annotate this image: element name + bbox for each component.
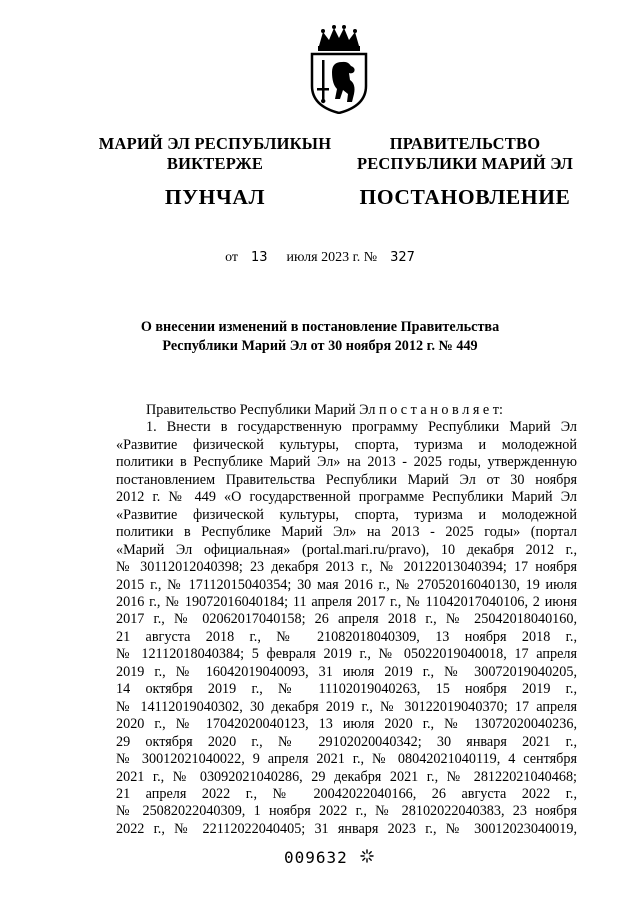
body-line: 21 апреля 2022 г., № 20042022040166, 26 августа 2022 г., [116, 785, 577, 802]
document-subject [100, 318, 540, 356]
document-date [0, 250, 640, 266]
header-left-line1: МАРИЙ ЭЛ РЕСПУБЛИКЫН [98, 134, 332, 153]
date-day: 13 [251, 250, 268, 265]
body-line: 29 октября 2020 г., № 29102020040342; 30 января 2021 г., [116, 733, 577, 750]
coat-of-arms-icon [302, 24, 376, 114]
date-number-label: № [363, 250, 378, 265]
body-line: 2022 г., № 22112022040405; 31 января 2023 г., № 30012023040019, [116, 820, 577, 837]
body-line: 2019 г., № 16042019040093, 31 июля 2019 г., № 30072019040205, [116, 663, 577, 680]
date-month-year: июля 2023 г. [286, 250, 361, 265]
body-line: «Развитие физической культуры, спорта, туризма и молодежной [116, 506, 577, 523]
body-line: постановлением Правительства Республики Марий Эл от 30 ноября [116, 471, 577, 488]
body-line: № 12112018040384; 5 февраля 2019 г., № 05022019040018, 17 апреля [116, 646, 577, 663]
body-line: № 25082022040309, 1 ноября 2022 г., № 28102022040383, 23 ноября [116, 803, 577, 820]
body-line: политики в Республике Марий Эл» на 2013 - 2025 годы, утвержденную [116, 454, 577, 471]
header-right-line2: РЕСПУБЛИКИ МАРИЙ ЭЛ [356, 154, 574, 173]
body-line: 2020 г., № 17042020040123, 13 июля 2020 г., № 13072020040236, [116, 716, 577, 733]
stamp-mark-icon [360, 849, 374, 863]
body-line: 2012 г. № 449 «О государственной программе Республики Марий Эл [116, 489, 577, 506]
body-line: № 30012021040022, 9 апреля 2021 г., № 08042021040119, 4 сентября [116, 751, 577, 768]
document-body [116, 402, 577, 838]
body-line: «Марий Эл официальная» (portal.mari.ru/pravo), 10 декабря 2012 г., [116, 541, 577, 558]
body-line: 2021 г., № 03092021040286, 29 декабря 2021 г., № 28122021040468; [116, 768, 577, 785]
body-line: 2015 г., № 17112015040354; 30 мая 2016 г., № 27052016040130, 19 июля [116, 576, 577, 593]
header-right-doc-type: ПОСТАНОВЛЕНИЕ [359, 185, 571, 209]
body-line: № 30112012040398; 23 декабря 2013 г., № 20122013040394; 17 ноября [116, 559, 577, 576]
header-left [90, 134, 340, 210]
header-left-doc-type: ПУНЧАЛ [164, 185, 266, 209]
body-line: 21 августа 2018 г., № 21082018040309, 13 ноября 2018 г., [116, 628, 577, 645]
body-line: «Развитие физической культуры, спорта, туризма и молодежной [116, 436, 577, 453]
date-prefix: от [225, 250, 238, 265]
body-line: Правительство Республики Марий Эл п о с т а н о в л я е т: [146, 402, 503, 418]
body-line: 14 октября 2019 г., № 11102019040263, 15 ноября 2019 г., [116, 681, 577, 698]
header-right-line1: ПРАВИТЕЛЬСТВО [389, 134, 541, 153]
document-number: 327 [390, 250, 415, 265]
body-line: политики в Республике Марий Эл» на 2013 - 2025 годы» (портал [116, 524, 577, 541]
subject-line: Республики Марий Эл от 30 ноября 2012 г. № 449 [162, 338, 478, 354]
serial-number: 009632 [284, 848, 348, 867]
body-line: 1. Внести в государственную программу Республики Марий Эл [146, 419, 577, 436]
body-line: № 14112019040302, 30 декабря 2019 г., № 30122019040370; 17 апреля [116, 698, 577, 715]
header-right [340, 134, 590, 210]
header-left-line2: ВИКТЕРЖЕ [166, 154, 264, 173]
body-line: 2017 г., № 02062017040158; 26 апреля 2018 г., № 25042018040160, [116, 611, 577, 628]
body-line: 2016 г., № 19072016040184; 11 апреля 2017 г., № 11042017040106, 2 июня [116, 593, 577, 610]
subject-line: О внесении изменений в постановление Правительства [140, 319, 500, 335]
